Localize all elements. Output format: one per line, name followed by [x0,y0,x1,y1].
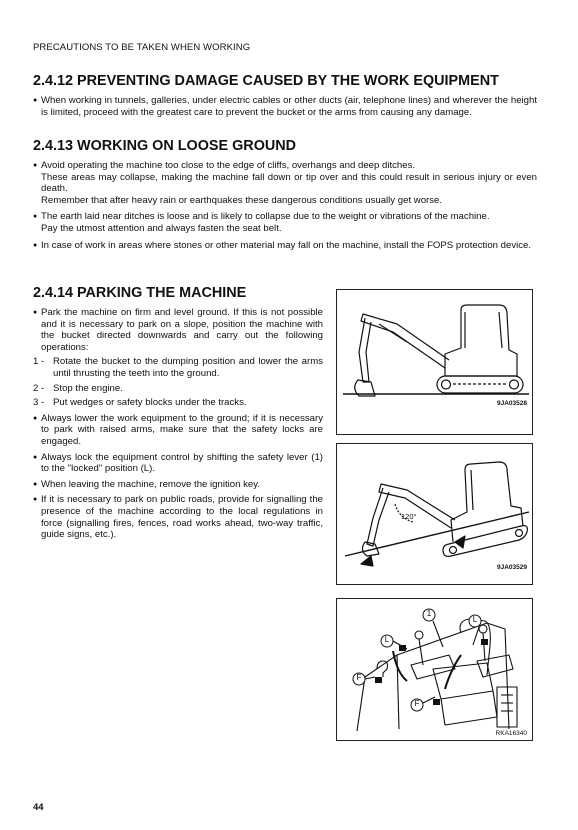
figure-code: RKA16340 [495,730,527,737]
step-number: 1 - [33,356,45,368]
figure-parked-level [336,289,533,435]
bullet-paragraph: ● When working in tunnels, galleries, under electric cables or other ducts (air, telephone lines) and wherever the height is limited, proceed with the greatest care to prevent the bucket or the arms from causing any damage. [33,95,537,118]
bullet-text: ● Avoid operating the machine too close to the edge of cliffs, overhangs and deep ditches. [41,160,416,171]
bullet-continuation: Remember that after heavy rain or earthquakes these dangerous conditions usually get worse. [41,194,443,206]
figure-code: 9JA03529 [497,564,527,571]
section-body-2-4-13 [33,160,537,251]
section-title-2-4-13: 2.4.13 WORKING ON LOOSE GROUND [33,138,297,154]
bullet-paragraph [33,160,537,206]
numbered-step [33,397,323,409]
numbered-step [33,383,323,395]
bullet-text: ● The earth laid near ditches is loose and is likely to collapse due to the weight or vibrations of the machine. [41,211,490,223]
section-title-2-4-12: 2.4.12 PREVENTING DAMAGE CAUSED BY THE WORK EQUIPMENT [33,73,499,89]
page-header: PRECAUTIONS TO BE TAKEN WHEN WORKING [33,42,251,53]
bullet-paragraph: ● When leaving the machine, remove the ignition key. [33,479,323,491]
step-number: 2 - [33,382,45,394]
section-body-2-4-14 [33,307,323,541]
bullet-paragraph: ● Always lock the equipment control by shifting the safety lever (1) to the "locked" position (L). [33,452,323,475]
bullet-continuation: These areas may collapse, making the machine fall down or tip over and this could result in serious injury or even death. [41,171,537,195]
step-text: Stop the engine. [53,382,123,394]
callout-label: F [356,673,362,682]
callout-label: 1 [426,609,432,618]
bullet-paragraph: ● Park the machine on firm and level ground. If this is not possible and it is necessary to park on a slope, position the machine with the bucket directed downwards and carry out the following operations: [33,307,323,353]
callout-label: L [384,635,390,644]
bullet-paragraph: ● In case of work in areas where stones or other material may fall on the machine, install the FOPS protection device. [33,240,537,252]
figure-safety-lever [336,598,533,741]
bullet-continuation: Pay the utmost attention and always fasten the seat belt. [41,222,282,234]
page-number: 44 [33,802,44,813]
step-number: 3 - [33,397,45,409]
bullet-paragraph: ● Always lower the work equipment to the ground; if it is necessary to park with raised arms, make sure that the safety locks are engaged. [33,413,323,448]
figure-code: 9JA03528 [497,400,527,407]
section-title-2-4-14: 2.4.14 PARKING THE MACHINE [33,285,247,301]
callout-label: L [472,615,478,624]
bullet-paragraph: ● If it is necessary to park on public roads, provide for signalling the presence of the machine according to the local regulations in force (signalling fires, fences, road works ahead, two-way traffic, guide signs, etc.). [33,494,323,540]
cab-controls-illustration [337,599,534,742]
step-text: Put wedges or safety blocks under the tracks. [53,397,247,409]
excavator-level-illustration [337,290,534,436]
angle-label: 120° [401,512,417,521]
numbered-step [33,356,323,379]
step-text: Rotate the bucket to the dumping position and lower the arms until thrusting the teeth into the ground. [53,356,323,379]
callout-label: F [414,699,420,708]
section-body-2-4-12 [33,95,537,118]
figure-parked-slope [336,443,533,585]
bullet-paragraph [33,211,537,234]
